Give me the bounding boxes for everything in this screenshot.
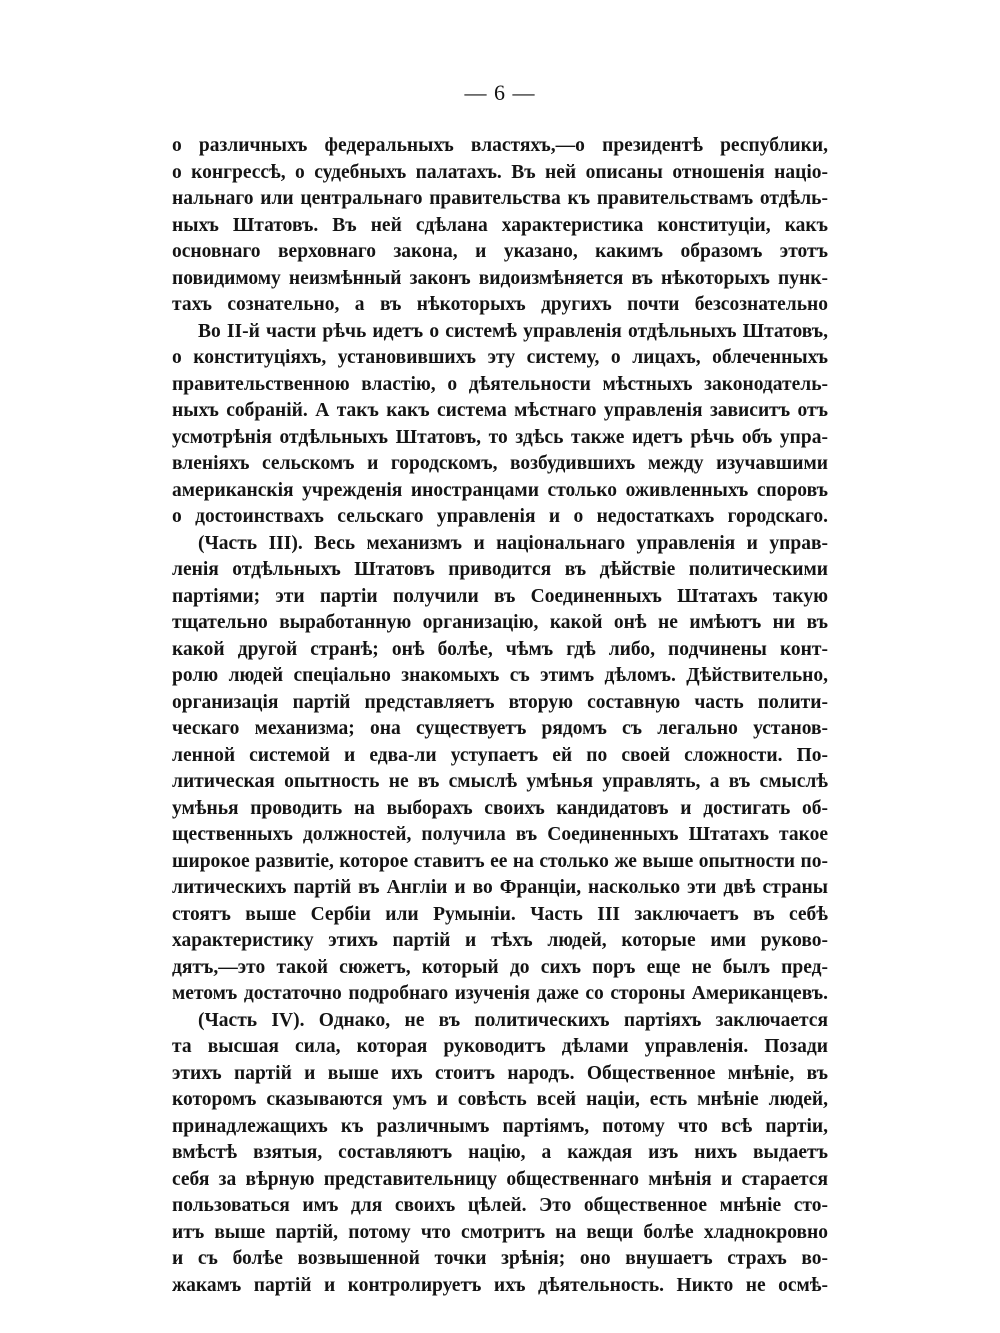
- text-line: ролю людей спеціально знакомыхъ съ этимъ дѣломъ. Дѣйствительно,: [172, 665, 828, 686]
- text-line: метомъ достаточно подробнаго изученія даже со стороны Американцевъ.: [172, 983, 828, 1004]
- text-line: ческаго механизма; она существуетъ рядомъ съ легально установ-: [172, 718, 828, 739]
- text-line: тщательно выработанную организацію, какой онѣ не имѣютъ ни въ: [172, 612, 828, 633]
- text-line: дятъ,—это такой сюжетъ, который до сихъ поръ еще не былъ пред-: [172, 956, 828, 978]
- text-line: повидимому неизмѣнный законъ видоизмѣняется въ нѣкоторыхъ пунк-: [172, 267, 828, 289]
- text-line: ленной системой и едва-ли уступаетъ ей по своей сложности. По-: [172, 744, 828, 766]
- text-line: усмотрѣнія отдѣльныхъ Штатовъ, то здѣсь также идетъ рѣчь объ упра-: [172, 426, 828, 448]
- text-line: о различныхъ федеральныхъ властяхъ,—о президентѣ республики,: [172, 135, 828, 156]
- text-line: которомъ сказываются умъ и совѣсть всей націи, есть мнѣніе людей,: [172, 1089, 828, 1110]
- text-line: широкое развитіе, которое ставитъ ее на столько же выше опытности по-: [172, 850, 828, 872]
- text-line: стоятъ выше Сербіи или Румыніи. Часть III заключаетъ въ себѣ: [172, 903, 828, 925]
- text-line: нальнаго или центральнаго правительства къ правительствамъ отдѣль-: [172, 188, 828, 209]
- text-line: литическихъ партій въ Англіи и во Франціи, насколько эти двѣ страны: [172, 877, 828, 898]
- text-line: партіями; эти партіи получили въ Соединенныхъ Штатахъ такую: [172, 585, 828, 607]
- text-line: организація партій представляетъ вторую составную часть полити-: [172, 691, 828, 713]
- text-line: вмѣстѣ взятыя, составляютъ націю, а каждая изъ нихъ выдаетъ: [172, 1142, 828, 1163]
- text-line: та высшая сила, которая руководитъ дѣлами управленія. Позади: [172, 1036, 828, 1057]
- text-line: и съ болѣе возвышенной точки зрѣнія; оно внушаетъ страхъ во-: [172, 1248, 828, 1269]
- text-line: о конституціяхъ, установившихъ эту систему, о лицахъ, облеченныхъ: [172, 347, 828, 368]
- text-line: литическая опытность не въ смыслѣ умѣнья управлять, а въ смыслѣ: [172, 771, 828, 792]
- text-line: щественныхъ должностей, получила въ Соединенныхъ Штатахъ такое: [172, 824, 828, 845]
- text-line: себя за вѣрную представительницу общественнаго мнѣнія и старается: [172, 1168, 828, 1190]
- text-line: ленія отдѣльныхъ Штатовъ приводится въ дѣйствіе политическими: [172, 559, 828, 580]
- text-line: вленіяхъ сельскомъ и городскомъ, возбудившихъ между изучавшими: [172, 453, 828, 474]
- text-line: умѣнья проводить на выборахъ своихъ кандидатовъ и достигать об-: [172, 797, 828, 819]
- text-line: ныхъ Штатовъ. Въ ней сдѣлана характеристика конституціи, какъ: [172, 214, 828, 236]
- text-line: правительственною властію, о дѣятельности мѣстныхъ законодатель-: [172, 373, 828, 395]
- text-line: о достоинствахъ сельскаго управленія и о недостаткахъ городскаго.: [172, 506, 828, 527]
- text-line: пользоваться имъ для своихъ цѣлей. Это общественное мнѣніе сто-: [172, 1195, 828, 1216]
- text-line: тахъ сознательно, а въ нѣкоторыхъ другихъ почти безсознательно: [172, 294, 828, 315]
- text-line: (Часть III). Весь механизмъ и національнаго управленія и управ-: [198, 532, 828, 554]
- text-line: этихъ партій и выше ихъ стоитъ народъ. Общественное мнѣніе, въ: [172, 1062, 828, 1084]
- text-line: жакамъ партій и контролируетъ ихъ дѣятельность. Никто не осмѣ-: [172, 1274, 828, 1296]
- text-line: ныхъ собраній. А такъ какъ система мѣстнаго управленія зависитъ отъ: [172, 400, 828, 421]
- page-number: — 6 —: [464, 80, 536, 105]
- text-line: какой другой странѣ; онѣ болѣе, чѣмъ гдѣ либо, подчинены конт-: [172, 638, 828, 660]
- text-line: итъ выше партій, потому что смотритъ на вещи болѣе хладнокровно: [172, 1221, 828, 1243]
- text-line: американскія учрежденія иностранцами столько оживленныхъ споровъ: [172, 479, 828, 501]
- body-text: [172, 133, 828, 1299]
- text-line: основнаго верховнаго закона, и указано, какимъ образомъ этотъ: [172, 241, 828, 262]
- text-line: о конгрессѣ, о судебныхъ палатахъ. Въ ней описаны отношенія націо-: [172, 161, 828, 183]
- text-line: характеристику этихъ партій и тѣхъ людей, которые ими руково-: [172, 930, 828, 951]
- text-line: (Часть IV). Однако, не въ политическихъ партіяхъ заключается: [198, 1009, 828, 1031]
- text-line: Во II-й части рѣчь идетъ о системѣ управленія отдѣльныхъ Штатовъ,: [198, 320, 828, 342]
- text-line: принадлежащихъ къ различнымъ партіямъ, потому что всѣ партіи,: [172, 1115, 828, 1137]
